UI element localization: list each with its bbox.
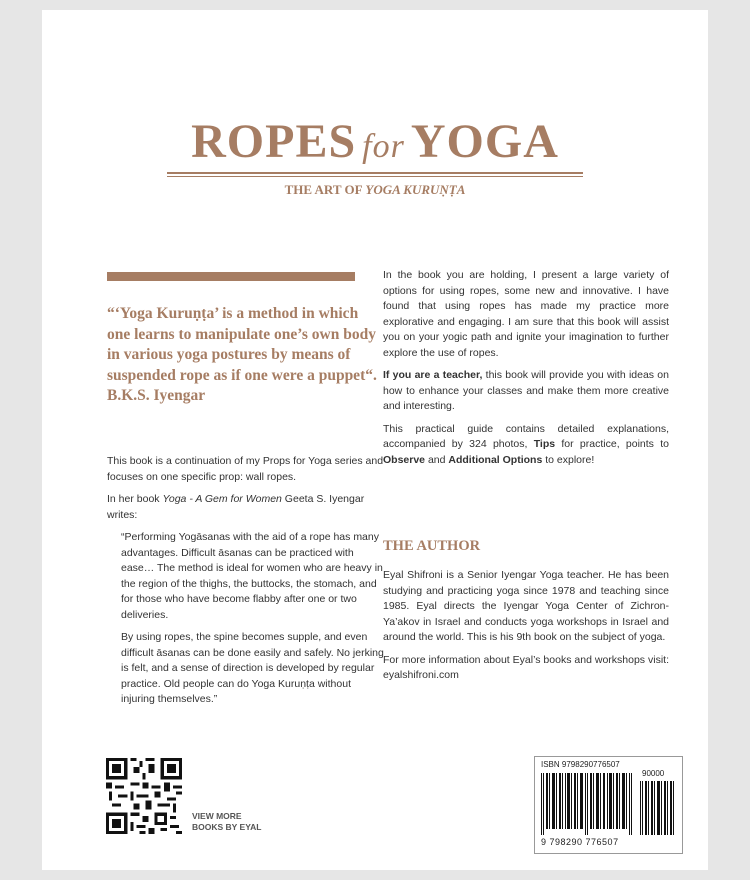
additional-options-bold: Additional Options xyxy=(448,453,543,466)
left-column xyxy=(107,454,387,715)
left-p2-before: In her book xyxy=(107,493,163,505)
title-ropes: ROPES xyxy=(191,115,357,168)
book-title xyxy=(42,114,708,175)
title-underline-thin xyxy=(167,176,583,177)
right-paragraph-2 xyxy=(383,368,669,415)
qr-label-line-1: VIEW MORE xyxy=(192,811,242,821)
tips-bold: Tips xyxy=(533,438,556,450)
title-yoga: YOGA xyxy=(410,115,559,168)
book-back-cover xyxy=(42,10,708,870)
right-column xyxy=(383,268,669,475)
author-bio xyxy=(383,568,669,691)
title-for: for xyxy=(362,128,405,165)
right-paragraph-3 xyxy=(383,422,669,469)
author-paragraph-1: Eyal Shifroni is a Senior Iyengar Yoga teacher. He has been studying and practicing yoga since 1978 and teaching since 1985. Eyal directs the Iyengar Yoga Center of Zichron-Ya’akov in Israel and conducts yoga workshops in Israel and around the world. This is his 9th book on the subject of yoga. xyxy=(383,569,669,643)
right-p2-rest: this book will provide you with ideas on how to enhance your classes and make them more creative and interesting. xyxy=(383,369,669,412)
isbn-text: ISBN 9798290776507 xyxy=(541,760,620,769)
quote-paragraph-1: “Performing Yogāsanas with the aid of a rope has many advantages. Difficult āsanas can be practiced with ease… The method is ideal for women who are heavy in the region of the thighs, the buttocks, the stomach, and for those who have become flabby after one or two deliveries. xyxy=(121,531,383,621)
right-p3-b: for practice, points to xyxy=(555,438,669,450)
price-barcode xyxy=(640,781,676,835)
subtitle-prefix: THE ART OF xyxy=(284,182,366,197)
left-p2-after: Geeta S. Iyengar writes: xyxy=(107,493,365,521)
price-code: 90000 xyxy=(642,769,665,778)
pull-quote: “‘Yoga Kuruṇṭa’ is a method in which one learns to manipulate one’s own body in various yoga postures by means of suspended rope as if one were a puppet“. B.K.S. Iyengar xyxy=(107,305,377,404)
right-paragraph-1: In the book you are holding, I present a large variety of options for using ropes, some new and innovative. I have found that using ropes has made my practice more explorative and engaging. I am sure that this book will assist you on your yogic path and ignite your imagination to further explore the use of ropes. xyxy=(383,269,669,359)
book-subtitle xyxy=(42,182,708,198)
title-underline xyxy=(167,172,583,174)
teacher-bold: If you are a teacher, xyxy=(383,369,483,381)
quote-divider-bar xyxy=(107,272,355,281)
right-p3-a: This practical guide contains detailed explanations, accompanied by 324 photos, xyxy=(383,422,669,450)
subtitle-italic: YOGA KURUṆṬA xyxy=(365,182,466,197)
right-p3-d: to explore! xyxy=(542,453,595,466)
barcode-box xyxy=(534,756,683,854)
book-reference-title: Yoga - A Gem for Women xyxy=(162,493,282,505)
right-p3-c: and xyxy=(425,453,449,466)
qr-label xyxy=(192,811,261,833)
author-paragraph-2: For more information about Eyal’s books and workshops visit: eyalshifroni.com xyxy=(383,653,669,681)
quote-paragraph-2: By using ropes, the spine becomes supple, and even difficult āsanas can be done easily and safely. No jerking is felt, and a sense of direction is developed by regular practice. Old people can do Yoga Kuruṇṭa without injuring themselves.” xyxy=(121,631,384,705)
qr-code[interactable] xyxy=(106,758,182,834)
left-paragraph-2 xyxy=(107,492,387,523)
qr-label-line-2: BOOKS BY EYAL xyxy=(192,822,262,832)
author-heading: THE AUTHOR xyxy=(383,538,481,554)
observe-bold: Observe xyxy=(383,453,426,466)
barcode-digits: 9 798290 776507 xyxy=(541,837,619,847)
left-paragraph-1: This book is a continuation of my Props for Yoga series and focuses on one specific prop: wall ropes. xyxy=(107,455,384,483)
isbn-barcode xyxy=(541,773,637,835)
